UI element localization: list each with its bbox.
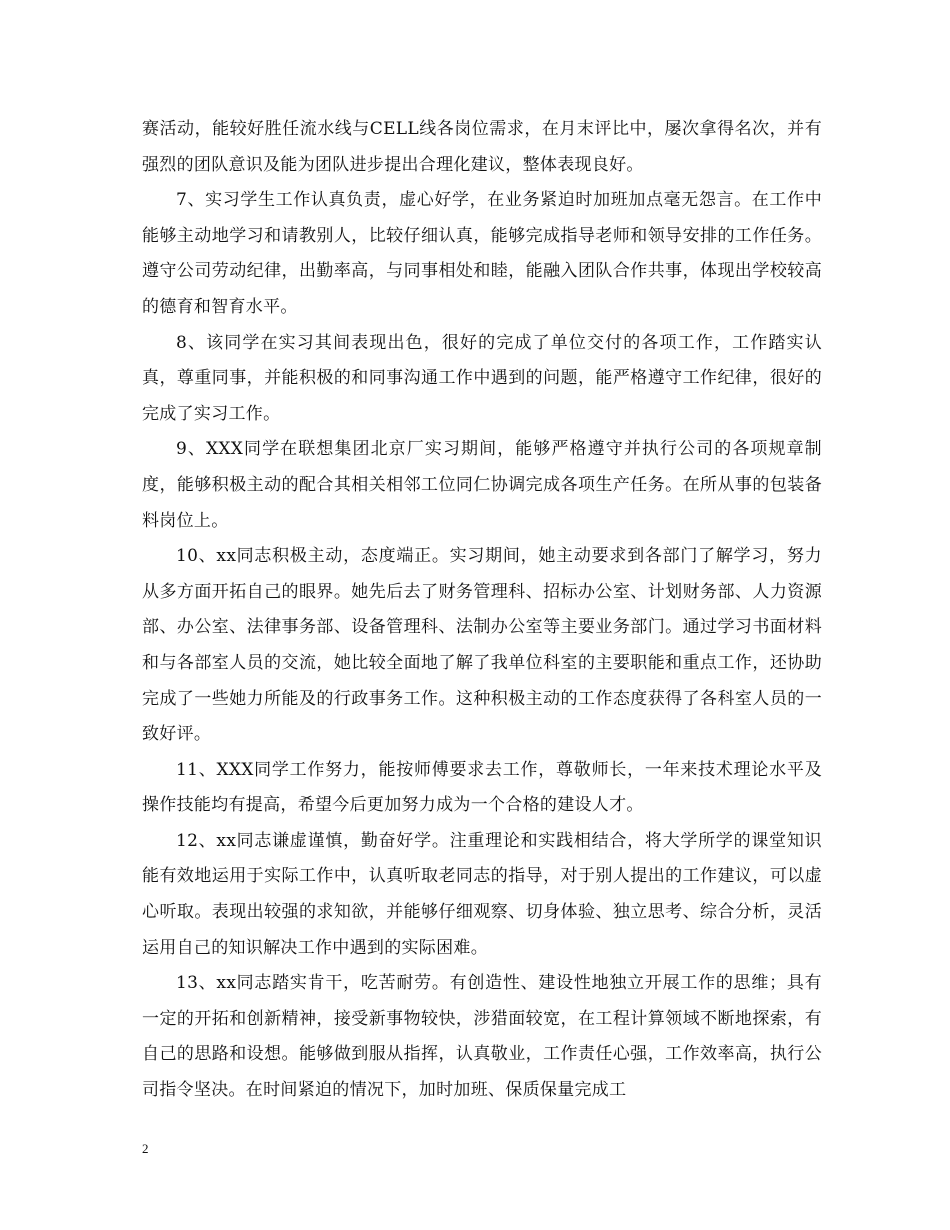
page-number: 2 (142, 1141, 149, 1156)
paragraph-continuation: 赛活动，能较好胜任流水线与CELL线各岗位需求，在月末评比中，屡次拿得名次，并有强烈的团队意识及能为团队进步提出合理化建议，整体表现良好。 (142, 119, 822, 175)
paragraph-12: 12、xx同志谦虚谨慎，勤奋好学。注重理论和实践相结合，将大学所学的课堂知识能有效地运用于实际工作中，认真听取老同志的指导，对于别人提出的工作建议，可以虚心听取。表现出较强的求知欲，并能够仔细观察、切身体验、独立思考、综合分析，灵活运用自己的知识解决工作中遇到的实际困难。 (142, 830, 822, 958)
paragraph-11: 11、XXX同学工作努力，能按师傅要求去工作，尊敬师长，一年来技术理论水平及操作技能均有提高，希望今后更加努力成为一个合格的建设人才。 (142, 759, 822, 816)
paragraph-13: 13、xx同志踏实肯干，吃苦耐劳。有创造性、建设性地独立开展工作的思维；具有一定的开拓和创新精神，接受新事物较快，涉猎面较宽，在工程计算领域不断地探索，有自己的思路和设想。能够做到服从指挥，认真敬业，工作责任心强，工作效率高，执行公司指令坚决。在时间紧迫的情况下，加时加班、保质保量完成工 (142, 973, 822, 1101)
paragraph-9: 9、XXX同学在联想集团北京厂实习期间，能够严格遵守并执行公司的各项规章制度，能够积极主动的配合其相关相邻工位同仁协调完成各项生产任务。在所从事的包装备料岗位上。 (142, 439, 822, 531)
paragraph-7: 7、实习学生工作认真负责，虚心好学，在业务紧迫时加班加点毫无怨言。在工作中能够主动地学习和请教别人，比较仔细认真，能够完成指导老师和领导安排的工作任务。遵守公司劳动纪律，出勤率高，与同事相处和睦，能融入团队合作共事，体现出学校较高的德育和智育水平。 (142, 190, 822, 317)
paragraph-10: 10、xx同志积极主动，态度端正。实习期间，她主动要求到各部门了解学习，努力从多方面开拓自己的眼界。她先后去了财务管理科、招标办公室、计划财务部、人力资源部、办公室、法律事务部、设备管理科、法制办公室等主要业务部门。通过学习书面材料和与各部室人员的交流，她比较全面地了解了我单位科室的主要职能和重点工作，还协助完成了一些她力所能及的行政事务工作。这种积极主动的工作态度获得了各科室人员的一致好评。 (142, 546, 822, 745)
body-text (142, 112, 822, 1109)
paragraph-8: 8、该同学在实习其间表现出色，很好的完成了单位交付的各项工作，工作踏实认真，尊重同事，并能积极的和同事沟通工作中遇到的问题，能严格遵守工作纪律，很好的完成了实习工作。 (142, 332, 822, 424)
